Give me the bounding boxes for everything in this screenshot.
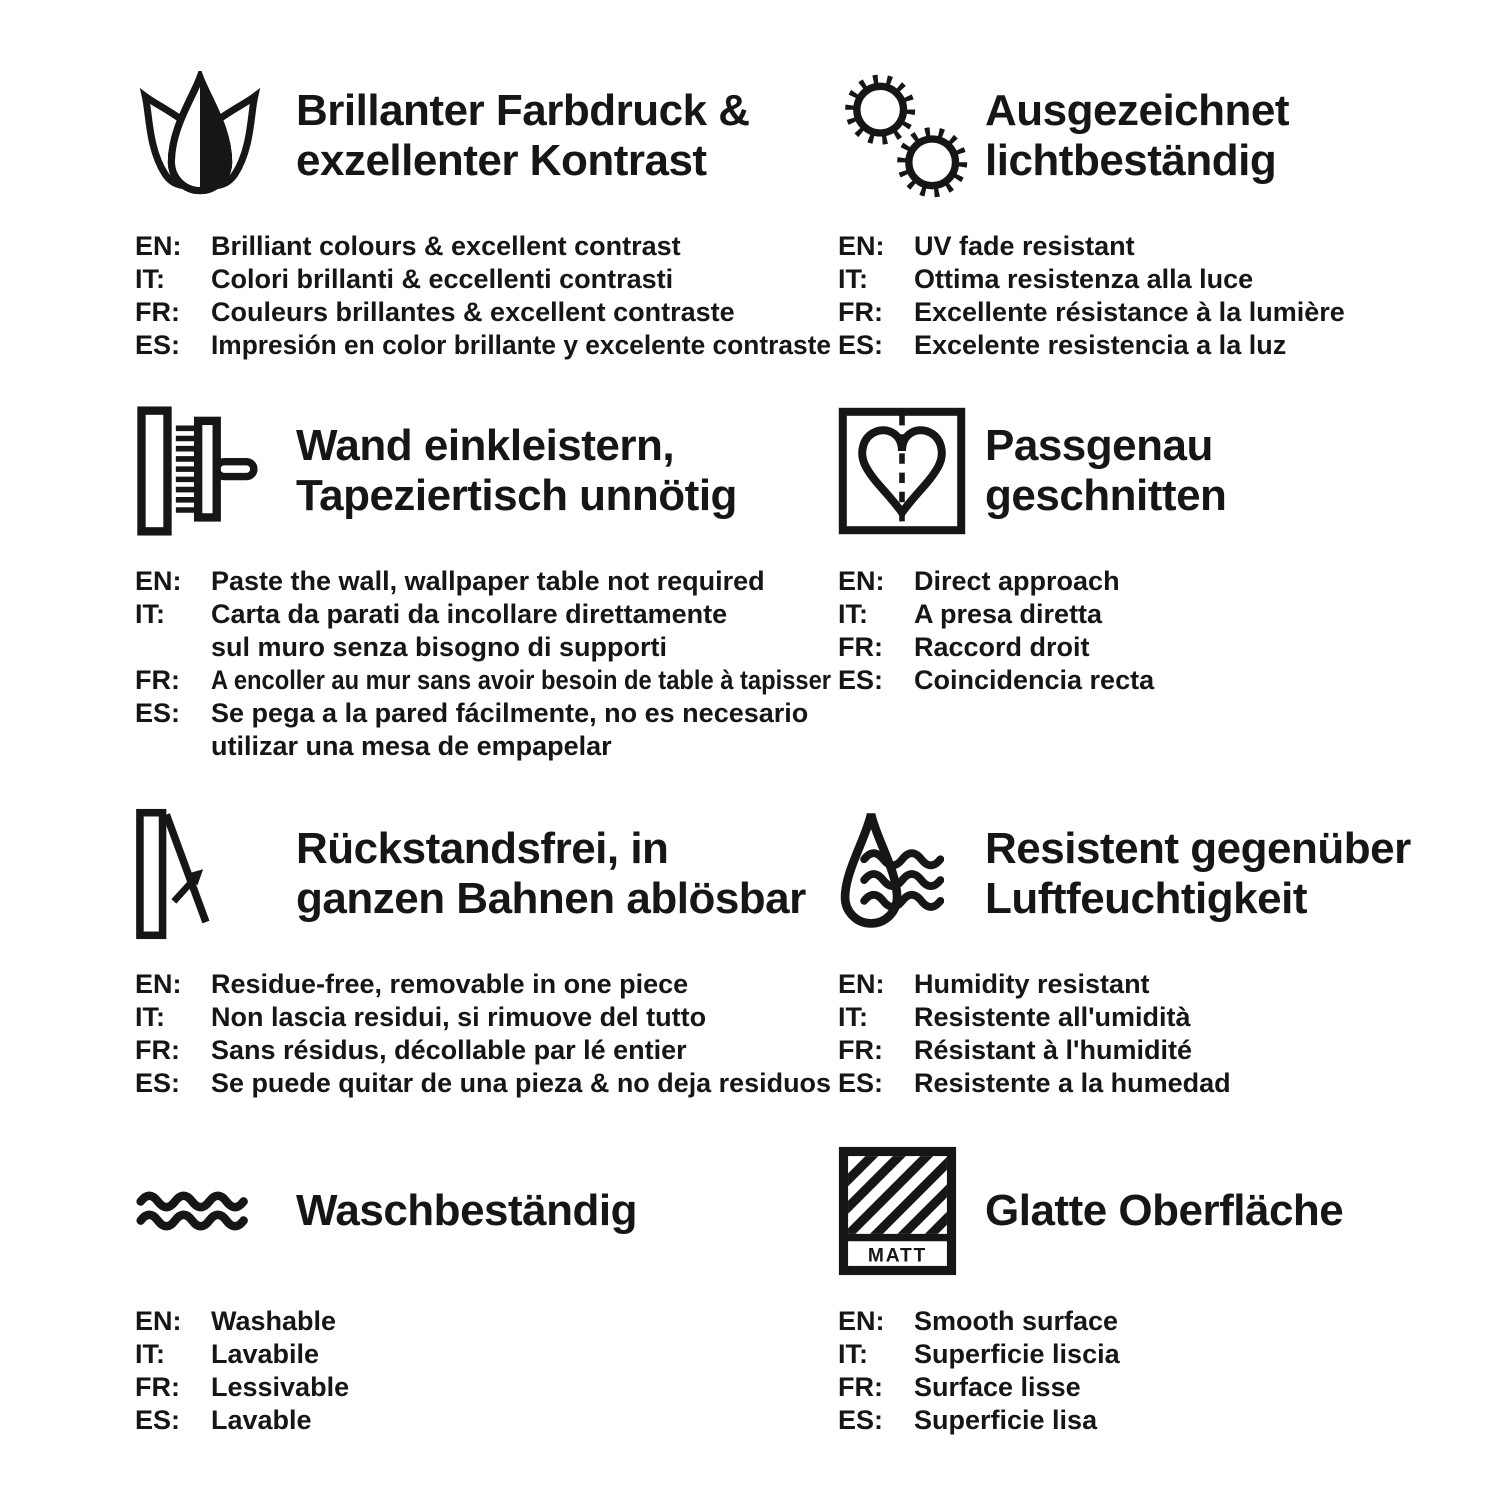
- language-row: [838, 664, 1226, 697]
- language-row: [838, 631, 1226, 664]
- paste-brush-icon: [135, 406, 265, 536]
- language-code: EN:: [135, 566, 182, 596]
- language-text: Paste the wall, wallpaper table not required: [211, 566, 765, 596]
- language-code: EN:: [838, 566, 885, 596]
- language-text: Smooth surface: [914, 1306, 1119, 1336]
- title-line: geschnitten: [985, 471, 1227, 520]
- language-row: [838, 329, 1345, 362]
- language-code: EN:: [838, 231, 885, 261]
- language-row: [135, 1404, 637, 1437]
- language-code: ES:: [135, 1068, 181, 1098]
- language-code: IT:: [838, 264, 868, 294]
- language-row: [135, 263, 847, 296]
- icon-wrap: [838, 809, 985, 939]
- language-text: Se pega a la pared fácilmente, no es necesario: [211, 698, 809, 728]
- language-row: [135, 1305, 637, 1338]
- language-row: [135, 968, 832, 1001]
- language-text: Resistente all'umidità: [914, 1002, 1191, 1032]
- heart-cut-icon: [838, 407, 966, 535]
- title-line: Rückstandsfrei, in: [296, 824, 669, 873]
- feature-title: [985, 824, 1411, 924]
- language-code: FR:: [135, 1035, 180, 1065]
- language-code: ES:: [135, 330, 181, 360]
- language-text: Resistente a la humedad: [914, 1068, 1231, 1098]
- language-row: [135, 1371, 637, 1404]
- icon-wrap: [838, 71, 985, 201]
- language-text: Lavable: [211, 1405, 312, 1435]
- language-text: Sans résidus, décollable par lé entier: [211, 1035, 687, 1065]
- language-code: IT:: [135, 1002, 165, 1032]
- title-line: Ausgezeichnet: [985, 86, 1290, 135]
- language-code: FR:: [838, 632, 883, 662]
- language-row: [838, 565, 1226, 598]
- feature-smooth-surface: [838, 1145, 1343, 1437]
- title-line: Passgenau: [985, 421, 1213, 470]
- language-row: [135, 296, 847, 329]
- language-row: [135, 1338, 637, 1371]
- feature-header: [135, 1145, 637, 1277]
- language-code: EN:: [135, 231, 182, 261]
- language-row: [135, 1034, 832, 1067]
- language-code: EN:: [135, 969, 182, 999]
- feature-header: [135, 808, 832, 940]
- feature-title: [296, 1186, 637, 1236]
- icon-wrap: [135, 1191, 296, 1231]
- language-text: UV fade resistant: [914, 231, 1135, 261]
- language-code: ES:: [135, 698, 181, 728]
- feature-title: [985, 86, 1289, 186]
- language-row: [135, 664, 917, 697]
- language-code: ES:: [135, 1405, 181, 1435]
- language-row: [838, 1034, 1411, 1067]
- waves-icon: [135, 1191, 255, 1231]
- language-text: Humidity resistant: [914, 969, 1150, 999]
- feature-header: [135, 405, 917, 537]
- language-text: Superficie liscia: [914, 1339, 1120, 1369]
- language-row: [135, 697, 917, 730]
- title-line: lichtbeständig: [985, 136, 1277, 185]
- language-text: Superficie lisa: [914, 1405, 1098, 1435]
- language-code: FR:: [135, 1372, 180, 1402]
- language-text: Ottima resistenza alla luce: [914, 264, 1254, 294]
- language-text: Surface lisse: [914, 1372, 1081, 1402]
- language-text: Impresión en color brillante y excelente contraste: [211, 330, 831, 360]
- language-text: Direct approach: [914, 566, 1120, 596]
- language-code: IT:: [838, 599, 868, 629]
- language-list: [135, 968, 832, 1100]
- language-list: [838, 565, 1226, 697]
- language-text: Raccord droit: [914, 632, 1090, 662]
- feature-humidity-resistant: [838, 808, 1411, 1100]
- language-code: IT:: [135, 599, 165, 629]
- language-code: FR:: [838, 1372, 883, 1402]
- language-list: [838, 968, 1411, 1100]
- language-text: A presa diretta: [914, 599, 1103, 629]
- language-row: [838, 1338, 1343, 1371]
- language-list: [838, 230, 1345, 362]
- feature-washable: [135, 1145, 637, 1437]
- icon-wrap: [135, 406, 296, 536]
- language-row: [135, 1001, 832, 1034]
- title-line: Brillanter Farbdruck &: [296, 86, 750, 135]
- language-code: EN:: [135, 1306, 182, 1336]
- matt-surface-icon: [838, 1146, 957, 1276]
- language-text: Coincidencia recta: [914, 665, 1155, 695]
- feature-title: [985, 421, 1226, 521]
- feature-title: [296, 421, 737, 521]
- feature-header: [838, 405, 1226, 537]
- icon-wrap: [838, 407, 985, 535]
- language-text: A encoller au mur sans avoir besoin de table à tapisser: [211, 665, 831, 695]
- language-text: Residue-free, removable in one piece: [211, 969, 689, 999]
- language-list: [135, 230, 847, 362]
- language-list: [135, 1305, 637, 1437]
- language-row: [838, 1305, 1343, 1338]
- language-row: [838, 968, 1411, 1001]
- language-code: ES:: [838, 1068, 884, 1098]
- language-row: [135, 565, 917, 598]
- language-code: IT:: [838, 1339, 868, 1369]
- feature-paste-the-wall: [135, 405, 917, 763]
- language-row: [838, 1001, 1411, 1034]
- feature-uv-fade-resistant: [838, 70, 1345, 362]
- language-text: Colori brillanti & eccellenti contrasti: [211, 264, 674, 294]
- language-row: [135, 230, 847, 263]
- language-code: ES:: [838, 330, 884, 360]
- language-text: utilizar una mesa de empapelar: [211, 731, 612, 761]
- feature-title: [985, 1186, 1343, 1236]
- language-text: Se puede quitar de una pieza & no deja residuos: [211, 1068, 831, 1098]
- language-row: [135, 631, 917, 664]
- language-text: Carta da parati da incollare direttamente: [211, 599, 728, 629]
- language-text: Résistant à l'humidité: [914, 1035, 1192, 1065]
- language-text: Excelente resistencia a la luz: [914, 330, 1287, 360]
- language-row: [838, 230, 1345, 263]
- language-list: [838, 1305, 1343, 1437]
- drops-icon: [135, 71, 265, 201]
- language-row: [838, 296, 1345, 329]
- language-row: [838, 263, 1345, 296]
- title-line: exzellenter Kontrast: [296, 136, 707, 185]
- language-text: Washable: [211, 1306, 337, 1336]
- language-text: Lessivable: [211, 1372, 350, 1402]
- title-line: ganzen Bahnen ablösbar: [296, 874, 806, 923]
- feature-header: [838, 70, 1345, 202]
- feature-title: [296, 86, 750, 186]
- language-row: [838, 598, 1226, 631]
- language-row: [135, 1067, 832, 1100]
- humidity-drop-icon: [838, 809, 944, 939]
- language-code: IT:: [135, 1339, 165, 1369]
- feature-direct-approach: [838, 405, 1226, 697]
- suns-icon: [838, 71, 973, 201]
- language-text: Excellente résistance à la lumière: [914, 297, 1345, 327]
- icon-wrap: [135, 71, 296, 201]
- language-list: [135, 565, 917, 763]
- language-row: [135, 730, 917, 763]
- language-code: EN:: [838, 1306, 885, 1336]
- title-line: Luftfeuchtigkeit: [985, 874, 1307, 923]
- language-code: ES:: [838, 665, 884, 695]
- language-code: ES:: [838, 1405, 884, 1435]
- feature-title: [296, 824, 806, 924]
- language-code: IT:: [838, 1002, 868, 1032]
- language-code: FR:: [135, 297, 180, 327]
- icon-wrap: [838, 1146, 985, 1276]
- feature-header: [838, 808, 1411, 940]
- matt-label: MATT: [867, 1245, 928, 1267]
- language-row: [838, 1404, 1343, 1437]
- feature-brilliant-colours: [135, 70, 847, 362]
- title-line: Glatte Oberfläche: [985, 1186, 1344, 1235]
- peel-off-icon: [135, 808, 225, 940]
- language-code: EN:: [838, 969, 885, 999]
- language-row: [135, 598, 917, 631]
- language-row: [838, 1067, 1411, 1100]
- language-code: FR:: [838, 1035, 883, 1065]
- title-line: Resistent gegenüber: [985, 824, 1411, 873]
- title-line: Tapeziertisch unnötig: [296, 471, 737, 520]
- language-code: IT:: [135, 264, 165, 294]
- language-code: FR:: [838, 297, 883, 327]
- title-line: Waschbeständig: [296, 1186, 637, 1235]
- language-text: sul muro senza bisogno di supporti: [211, 632, 668, 662]
- language-row: [838, 1371, 1343, 1404]
- feature-residue-free: [135, 808, 832, 1100]
- feature-header: [135, 70, 847, 202]
- language-code: FR:: [135, 665, 180, 695]
- title-line: Wand einkleistern,: [296, 421, 675, 470]
- language-text: Lavabile: [211, 1339, 320, 1369]
- language-row: [135, 329, 847, 362]
- language-text: Brilliant colours & excellent contrast: [211, 231, 681, 261]
- icon-wrap: [135, 808, 296, 940]
- feature-header: [838, 1145, 1343, 1277]
- language-text: Non lascia residui, si rimuove del tutto: [211, 1002, 707, 1032]
- language-text: Couleurs brillantes & excellent contraste: [211, 297, 735, 327]
